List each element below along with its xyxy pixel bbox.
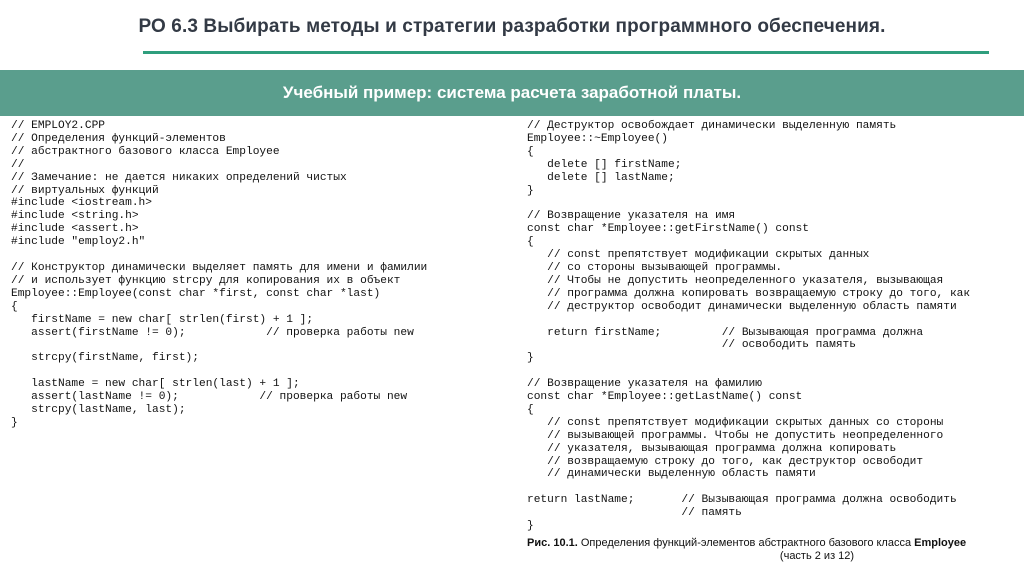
code-line: // Возвращение указателя на имя	[527, 210, 736, 223]
code-line	[527, 197, 970, 210]
code-line: // Возвращение указателя на фамилию	[527, 378, 762, 391]
code-line: {	[527, 236, 534, 249]
caption-class-name: Employee	[914, 537, 967, 549]
code-line: const char *Employee::getLastName() const	[527, 391, 803, 404]
code-line: // Замечание: не дается никаких определений чистых	[11, 171, 347, 184]
code-line	[527, 365, 970, 378]
code-line: delete [] lastName;	[527, 171, 675, 184]
code-line: {	[527, 145, 534, 158]
code-line: }	[527, 184, 534, 197]
code-line: Employee::~Employee()	[527, 132, 668, 145]
code-line: lastName = new char[ strlen(last) + 1 ];	[11, 378, 300, 391]
code-listing-left	[11, 120, 427, 430]
code-line: firstName = new char[ strlen(first) + 1 ];	[11, 313, 314, 326]
code-line: // и использует функцию strcpy для копирования их в объект	[11, 274, 401, 287]
code-line: // EMPLOY2.CPP	[11, 120, 105, 132]
caption-text: Определения функций-элементов абстрактного базового класса	[577, 537, 915, 549]
code-line: // const препятствует модификации скрытых данных	[527, 249, 870, 262]
code-line: // деструктор освободит динамически выделенную область памяти	[527, 300, 957, 313]
section-banner	[0, 70, 1024, 116]
banner-text: Учебный пример: система расчета заработной платы.	[282, 83, 742, 102]
caption-part: (часть 2 из 12)	[779, 550, 855, 562]
code-line: // абстрактного базового класса Employee	[11, 145, 280, 158]
code-line	[11, 339, 427, 352]
code-line: // Конструктор динамически выделяет память для имени и фамилии	[11, 261, 428, 274]
code-line: return firstName; // Вызывающая программа должна	[527, 326, 924, 339]
code-line: // память	[527, 507, 742, 520]
code-line: strcpy(firstName, first);	[11, 352, 199, 365]
code-line: {	[527, 403, 534, 416]
code-line: // виртуальных функций	[11, 184, 159, 197]
code-line: strcpy(lastName, last);	[11, 403, 186, 416]
code-line: // динамически выделенную область памяти	[527, 468, 816, 481]
code-line	[527, 481, 970, 494]
code-line: {	[11, 300, 18, 313]
code-line: assert(firstName != 0); // проверка работы new	[11, 326, 414, 339]
code-line: }	[527, 352, 534, 365]
figure-caption	[527, 537, 987, 563]
code-line: delete [] firstName;	[527, 158, 682, 171]
code-line: }	[11, 416, 18, 429]
code-line: }	[527, 520, 534, 533]
code-line	[11, 249, 427, 262]
code-line: Employee::Employee(const char *first, const char *last)	[11, 287, 381, 300]
code-line: // Определения функций-элементов	[11, 132, 226, 145]
code-line: // Чтобы не допустить неопределенного указателя, вызывающая	[527, 274, 944, 287]
code-line	[527, 314, 970, 327]
code-line: //	[11, 158, 25, 171]
caption-label: Рис. 10.1.	[527, 537, 578, 549]
slide-title: РО 6.3 Выбирать методы и стратегии разработки программного обеспечения.	[138, 16, 886, 37]
code-line: // указателя, вызывающая программа должна копировать	[527, 442, 897, 455]
code-line	[11, 365, 427, 378]
code-line: #include "employ2.h"	[11, 236, 146, 249]
code-line: // со стороны вызывающей программы.	[527, 261, 783, 274]
code-line: // освободить память	[527, 339, 856, 352]
code-line: // const препятствует модификации скрытых данных со стороны	[527, 416, 944, 429]
code-line: #include <iostream.h>	[11, 197, 152, 210]
code-line: return lastName; // Вызывающая программа должна освободить	[527, 494, 957, 507]
code-line: // Деструктор освобождает динамически выделенную память	[527, 120, 897, 132]
code-line: #include <assert.h>	[11, 223, 139, 236]
title-underline	[143, 51, 989, 54]
code-listing-right	[527, 120, 970, 533]
code-line: assert(lastName != 0); // проверка работы new	[11, 391, 408, 404]
code-line: // возвращаемую строку до того, как деструктор освободит	[527, 455, 924, 468]
code-line: // вызывающей программы. Чтобы не допустить неопределенного	[527, 429, 944, 442]
code-line: // программа должна копировать возвращаемую строку до того, как	[527, 287, 971, 300]
code-line: const char *Employee::getFirstName() const	[527, 223, 809, 236]
code-line: #include <string.h>	[11, 210, 139, 223]
